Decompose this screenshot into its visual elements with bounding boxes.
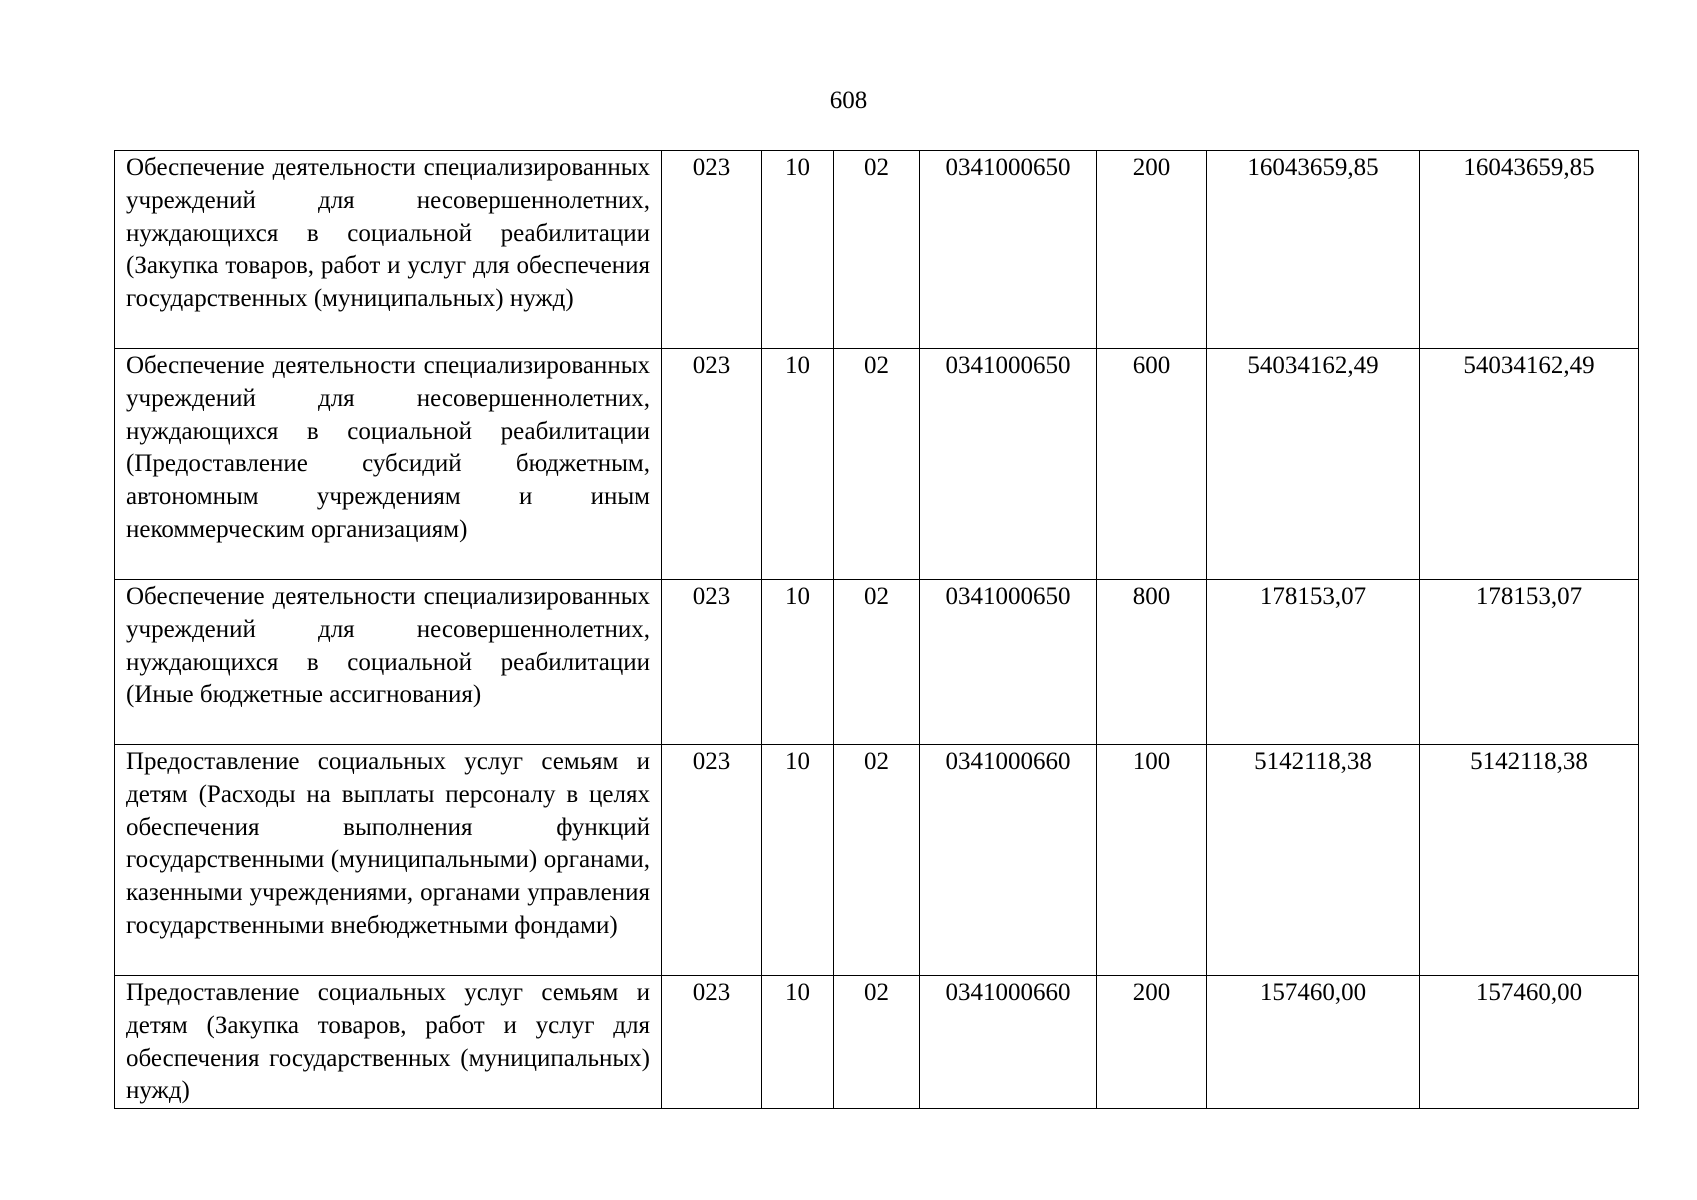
budget-table (114, 150, 1639, 1109)
ministry-code: 023 (662, 151, 762, 349)
expense-type-code: 200 (1097, 151, 1207, 349)
ministry-code: 023 (662, 745, 762, 976)
target-article-code: 0341000650 (920, 349, 1097, 580)
amount-2: 157460,00 (1420, 976, 1639, 1109)
amount-1: 5142118,38 (1207, 745, 1420, 976)
row-description: Обеспечение деятельности специализированных учреждений для несовершеннолетних, нуждающихся в социальной реабилитации (Предоставление субсидий бюджетным, автономным учреждениям и иным некоммерческим организациям) (115, 349, 662, 580)
page-number: 608 (829, 87, 868, 114)
expense-type-code: 600 (1097, 349, 1207, 580)
amount-1: 157460,00 (1207, 976, 1420, 1109)
section-code: 10 (762, 976, 834, 1109)
amount-2: 5142118,38 (1420, 745, 1639, 976)
subsection-code: 02 (834, 349, 920, 580)
row-description: Обеспечение деятельности специализированных учреждений для несовершеннолетних, нуждающихся в социальной реабилитации (Иные бюджетные ассигнования) (115, 580, 662, 745)
table-row (115, 976, 1639, 1109)
ministry-code: 023 (662, 976, 762, 1109)
subsection-code: 02 (834, 745, 920, 976)
expense-type-code: 800 (1097, 580, 1207, 745)
target-article-code: 0341000650 (920, 151, 1097, 349)
target-article-code: 0341000660 (920, 976, 1097, 1109)
amount-2: 178153,07 (1420, 580, 1639, 745)
section-code: 10 (762, 151, 834, 349)
section-code: 10 (762, 745, 834, 976)
row-description: Обеспечение деятельности специализированных учреждений для несовершеннолетних, нуждающихся в социальной реабилитации (Закупка товаров, работ и услуг для обеспечения государственных (муниципальных) нужд) (115, 151, 662, 349)
table-row (115, 745, 1639, 976)
row-description: Предоставление социальных услуг семьям и детям (Расходы на выплаты персоналу в целях обеспечения выполнения функций государственными (муниципальными) органами, казенными учреждениями, органами управления государственными внебюджетными фондами) (115, 745, 662, 976)
subsection-code: 02 (834, 976, 920, 1109)
target-article-code: 0341000650 (920, 580, 1097, 745)
table-row (115, 151, 1639, 349)
target-article-code: 0341000660 (920, 745, 1097, 976)
subsection-code: 02 (834, 151, 920, 349)
amount-2: 54034162,49 (1420, 349, 1639, 580)
amount-1: 178153,07 (1207, 580, 1420, 745)
ministry-code: 023 (662, 349, 762, 580)
table-row (115, 580, 1639, 745)
table-row (115, 349, 1639, 580)
amount-1: 16043659,85 (1207, 151, 1420, 349)
amount-2: 16043659,85 (1420, 151, 1639, 349)
ministry-code: 023 (662, 580, 762, 745)
expense-type-code: 100 (1097, 745, 1207, 976)
expense-type-code: 200 (1097, 976, 1207, 1109)
row-description: Предоставление социальных услуг семьям и детям (Закупка товаров, работ и услуг для обеспечения государственных (муниципальных) нужд) (115, 976, 662, 1109)
subsection-code: 02 (834, 580, 920, 745)
section-code: 10 (762, 349, 834, 580)
amount-1: 54034162,49 (1207, 349, 1420, 580)
section-code: 10 (762, 580, 834, 745)
